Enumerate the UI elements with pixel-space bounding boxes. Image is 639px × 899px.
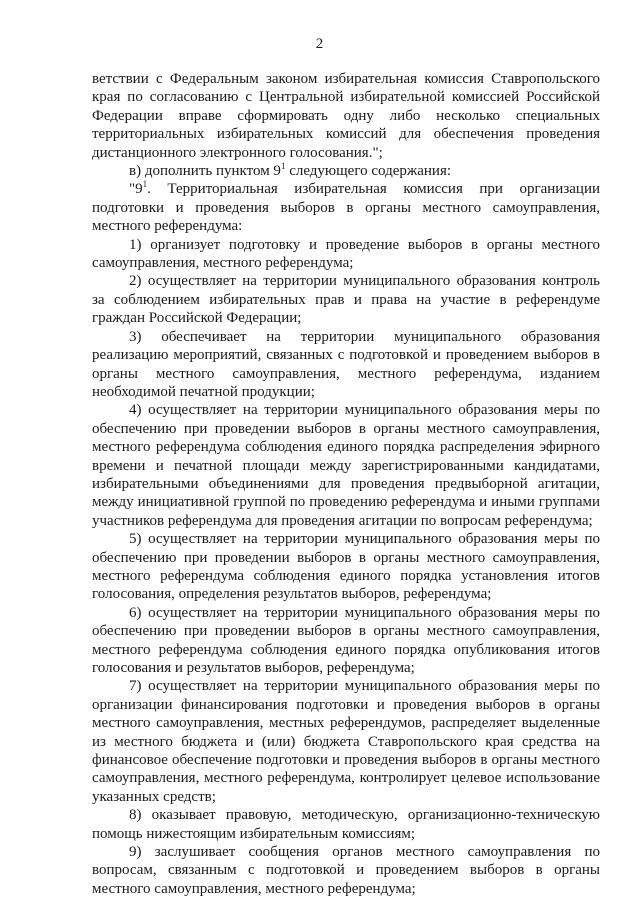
list-item-6: 6) осуществляет на территории муниципального образования меры по обеспечению при проведении выборов в органы местного самоуправления, местного референдума соблюдения единого порядка опубликования итогов голосования и результатов выборов, референдума; xyxy=(92,604,600,676)
page-number: 2 xyxy=(315,36,324,52)
list-item-9: 9) заслушивает сообщения органов местного самоуправления по вопросам, связанным с подготовкой и проведением выборов в органы местного самоуправления, местного референдума; xyxy=(92,844,600,897)
list-item-5: 5) осуществляет на территории муниципального образования меры по обеспечению при проведении выборов в органы местного самоуправления, местного референдума соблюдения единого порядка установления итогов голосования, определения результатов выборов, референдума; xyxy=(92,531,600,603)
paragraph-amendment-v xyxy=(92,162,600,180)
paragraph-text: в) дополнить пунктом 9 xyxy=(129,163,281,180)
list-item-1: 1) организует подготовку и проведение выборов в органы местного самоуправления, местного референдума; xyxy=(92,236,600,272)
superscript: 1 xyxy=(280,161,286,172)
list-item-4: 4) осуществляет на территории муниципального образования меры по обеспечению при проведении выборов в органы местного самоуправления, местного референдума соблюдения единого порядка распределения эфирного времени и печатной площади между зарегистрированными кандидатами, избирательными объединениями для проведения предвыборной агитации, между инициативной группой по проведению референдума и иными группами участников референдума для проведения агитации по вопросам референдума; xyxy=(92,402,600,529)
list-item-8: 8) оказывает правовую, методическую, организационно-техническую помощь нижестоящим избирательным комиссиям; xyxy=(92,807,600,842)
paragraph-point-9-1 xyxy=(92,180,600,235)
paragraph-text: . Территориальная избирательная комиссия при организации подготовки и проведения выборов в органы местного самоуправления, местного референдума: xyxy=(92,181,600,235)
document-body xyxy=(92,70,600,898)
list-item-7: 7) осуществляет на территории муниципального образования меры по организации финансирования подготовки и проведения выборов в органы местного самоуправления, местных референдумов, распределяет выделенные из местного бюджета и (или) бюджета Ставропольского края средства на финансовое обеспечение подготовки и проведения выборов в органы местного самоуправления, местного референдума, контролирует целевое использование указанных средств; xyxy=(92,678,600,805)
list-item-2: 2) осуществляет на территории муниципального образования контроль за соблюдением избирательных прав и права на участие в референдуме граждан Российской Федерации; xyxy=(92,273,600,327)
paragraph-text: "9 xyxy=(129,181,143,198)
superscript: 1 xyxy=(142,179,148,190)
list-item-3: 3) обеспечивает на территории муниципального образования реализацию мероприятий, связанных с подготовкой и проведением выборов в органы местного самоуправления, местного референдума, изданием необходимой печатной продукции; xyxy=(92,328,600,400)
paragraph-continuation: ветствии с Федеральным законом избирательная комиссия Ставропольского края по согласованию с Центральной избирательной комиссией Российской Федерации вправе сформировать одну либо несколько специальных территориальных избирательных комиссий для обеспечения проведения дистанционного электронного голосования."; xyxy=(92,71,600,161)
paragraph-text: следующего содержания: xyxy=(285,163,452,180)
